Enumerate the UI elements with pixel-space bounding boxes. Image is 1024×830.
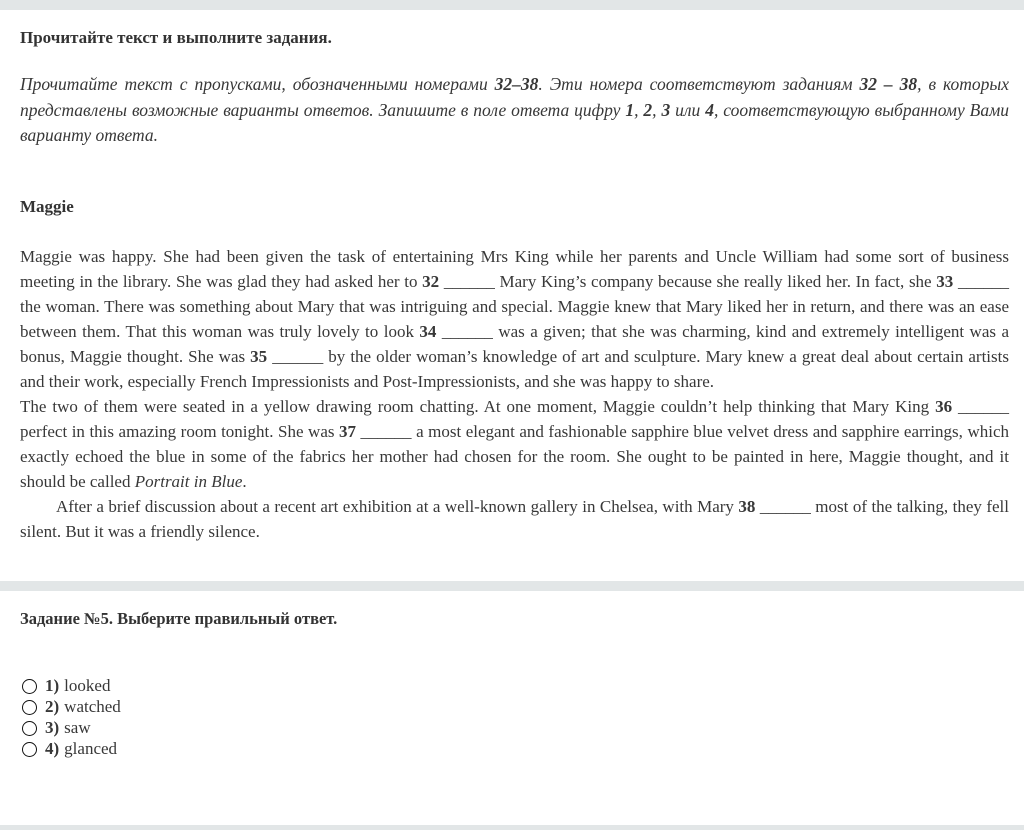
answer-option-4[interactable] xyxy=(20,739,1009,760)
radio-button-icon[interactable] xyxy=(22,742,37,757)
story-paragraph-3: After a brief discussion about a recent art exhibition at a well-known gallery in Chelsea, with Mary 38 ______ most of the talking, they fell silent. But it was a friendly silence. xyxy=(20,496,1009,541)
radio-button-icon[interactable] xyxy=(22,721,37,736)
option-number: 3) xyxy=(45,718,60,737)
radio-button-icon[interactable] xyxy=(22,679,37,694)
story-text xyxy=(20,244,1009,544)
reading-section xyxy=(0,10,1024,544)
task-section xyxy=(0,591,1024,760)
bottom-divider-bar xyxy=(0,825,1024,830)
story-title: Maggie xyxy=(20,196,74,216)
option-label: watched xyxy=(64,697,121,716)
answer-option-1[interactable] xyxy=(20,676,1009,697)
option-number: 1) xyxy=(45,676,60,695)
answer-option-2[interactable] xyxy=(20,697,1009,718)
section-title: Прочитайте текст и выполните задания. xyxy=(20,28,332,47)
answer-option-3[interactable] xyxy=(20,718,1009,739)
story-paragraph-2: The two of them were seated in a yellow drawing room chatting. At one moment, Maggie couldn’t help thinking that Mary King 36 ______ perfect in this amazing room tonight. She was 37 ______ a most elegant and fashionable sapphire blue velvet dress and sapphire earrings, which exactly echoed the blue in some of the fabrics her mother had chosen for the room. She ought to be painted in here, Maggie thought, and it should be called Portrait in Blue. xyxy=(20,396,1010,491)
top-divider-bar xyxy=(0,0,1024,10)
section-divider-bar xyxy=(0,581,1024,591)
radio-button-icon[interactable] xyxy=(22,700,37,715)
option-number: 4) xyxy=(45,739,60,758)
story-paragraph-1: Maggie was happy. She had been given the task of entertaining Mrs King while her parents and Uncle William had some sort of business meeting in the library. She was glad they had asked her to 32 ______ Mary King’s company because she really liked her. In fact, she 33 ______ the woman. There was something about Mary that was intriguing and special. Maggie knew that Mary liked her in return, and there was an ease between them. That this woman was truly lovely to look 34 ______ was a given; that she was charming, kind and extremely intelligent was a bonus, Maggie thought. She was 35 ______ by the older woman’s knowledge of art and sculpture. Mary knew a great deal about certain artists and their work, especially French Impressionists and Post-Impressionists, and she was happy to share. xyxy=(20,246,1009,391)
answer-options xyxy=(20,676,1009,760)
task-title: Задание №5. Выберите правильный ответ. xyxy=(20,608,338,628)
option-label: glanced xyxy=(64,739,118,758)
option-number: 2) xyxy=(45,697,60,716)
instructions-text: Прочитайте текст с пропусками, обозначенными номерами 32–38. Эти номера соответствуют заданиям 32 – 38, в которых представлены возможные варианты ответов. Запишите в поле ответа цифру 1, 2, 3 или 4, соответствующую выбранному Вами варианту ответа. xyxy=(20,74,1010,145)
option-label: saw xyxy=(64,718,91,737)
option-label: looked xyxy=(64,676,111,695)
